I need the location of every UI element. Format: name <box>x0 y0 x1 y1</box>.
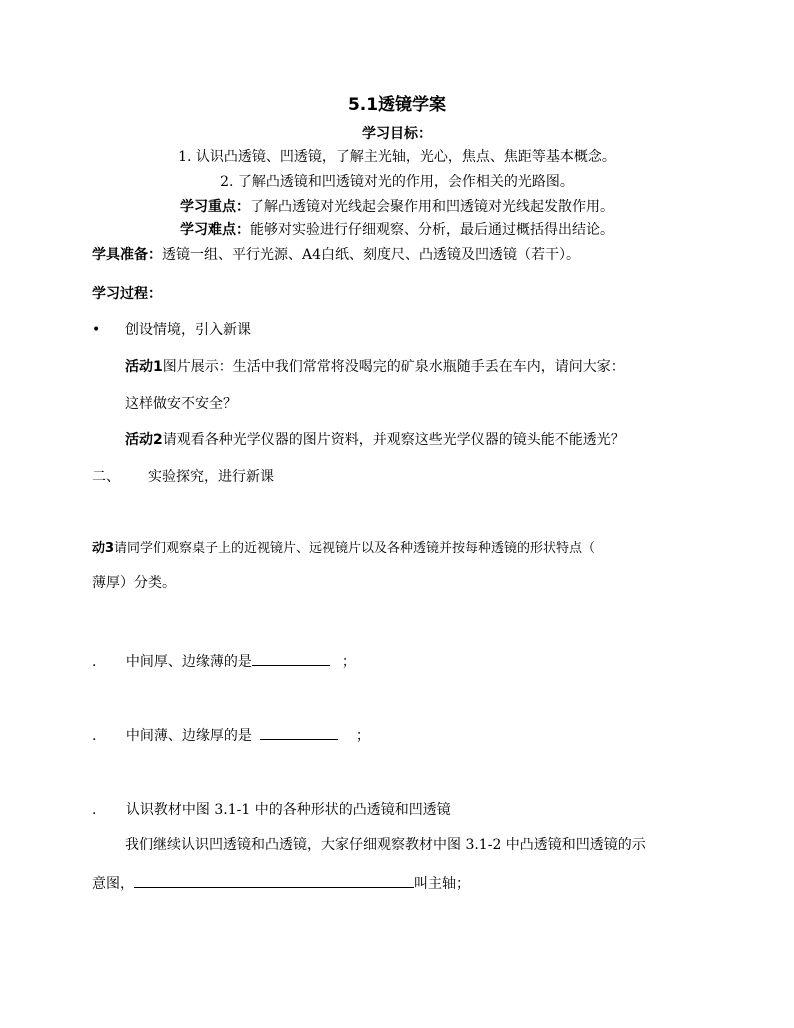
question-3-mark: . <box>92 802 97 818</box>
main-axis-suffix: 叫主轴； <box>414 876 470 892</box>
activity3-continued: 薄厚）分类。 <box>92 575 176 591</box>
question-1 <box>92 651 356 671</box>
materials-label: 学具准备： <box>92 247 162 263</box>
activity2 <box>125 431 625 449</box>
objectives-heading: 学习目标： <box>362 126 432 142</box>
difficulty-points <box>0 221 794 239</box>
materials-text: 透镜一组、平行光源、A4白纸、刻度尺、凸透镜及凹透镜（若干）。 <box>162 247 581 263</box>
activity3-label: 动3 <box>92 541 115 556</box>
question-1-mark: . <box>92 654 97 670</box>
objective-2: 2. 了解凸透镜和凹透镜对光的作用，会作相关的光路图。 <box>220 174 574 190</box>
question-2-end: ； <box>355 728 370 744</box>
activity2-label: 活动2 <box>125 432 163 448</box>
activity1-text: 图片展示：生活中我们常常将没喝完的矿泉水瓶随手丢在车内，请问大家： <box>162 359 625 375</box>
section2-title: 实验探究，进行新课 <box>148 469 274 485</box>
question-2-text: 中间薄、边缘厚的是 <box>125 728 252 744</box>
question-2-blank[interactable] <box>260 725 338 740</box>
question-3-paragraph: 我们继续认识凹透镜和凸透镜，大家仔细观察教材中图 3.1-2 中凸透镜和凹透镜的示 <box>125 837 646 853</box>
activity3 <box>92 540 595 558</box>
process-heading: 学习过程： <box>92 286 162 302</box>
section2-number: 二、 <box>92 469 120 485</box>
objective-1: 1. 认识凸透镜、凹透镜，了解主光轴，光心，焦点、焦距等基本概念。 <box>178 149 616 165</box>
activity3-text: 请同学们观察桌子上的近视镜片、远视镜片以及各种透镜并按每种透镜的形状特点（ <box>114 541 596 556</box>
key-points <box>0 198 794 216</box>
question-2 <box>92 725 370 745</box>
page-title: 5.1透镜学案 <box>347 95 447 115</box>
difficulty-text: 能够对实验进行仔细观察、分析，最后通过概括得出结论。 <box>250 222 614 238</box>
section1-title: 创设情境，引入新课 <box>125 322 251 338</box>
question-1-blank[interactable] <box>252 651 330 666</box>
activity1-label: 活动1 <box>125 359 163 375</box>
question-3 <box>92 801 451 819</box>
activity1 <box>125 358 625 376</box>
question-1-end: ； <box>341 654 356 670</box>
materials <box>92 246 580 264</box>
question-3-text: 认识教材中图 3.1-1 中的各种形状的凸透镜和凹透镜 <box>125 802 451 818</box>
key-text: 了解凸透镜对光线起会聚作用和凹透镜对光线起发散作用。 <box>250 199 614 215</box>
question-3-paragraph-end <box>92 873 470 893</box>
activity2-text: 请观看各种光学仪器的图片资料，并观察这些光学仪器的镜头能不能透光？ <box>162 432 625 448</box>
question-1-text: 中间厚、边缘薄的是 <box>125 654 252 670</box>
activity1-continued: 这样做安不安全？ <box>125 396 237 412</box>
main-axis-blank[interactable] <box>134 873 414 888</box>
main-axis-prefix: 意图， <box>92 876 134 892</box>
key-label: 学习重点： <box>180 199 250 215</box>
difficulty-label: 学习难点： <box>180 222 250 238</box>
section1-bullet: • <box>92 322 101 338</box>
question-2-mark: . <box>92 728 97 744</box>
